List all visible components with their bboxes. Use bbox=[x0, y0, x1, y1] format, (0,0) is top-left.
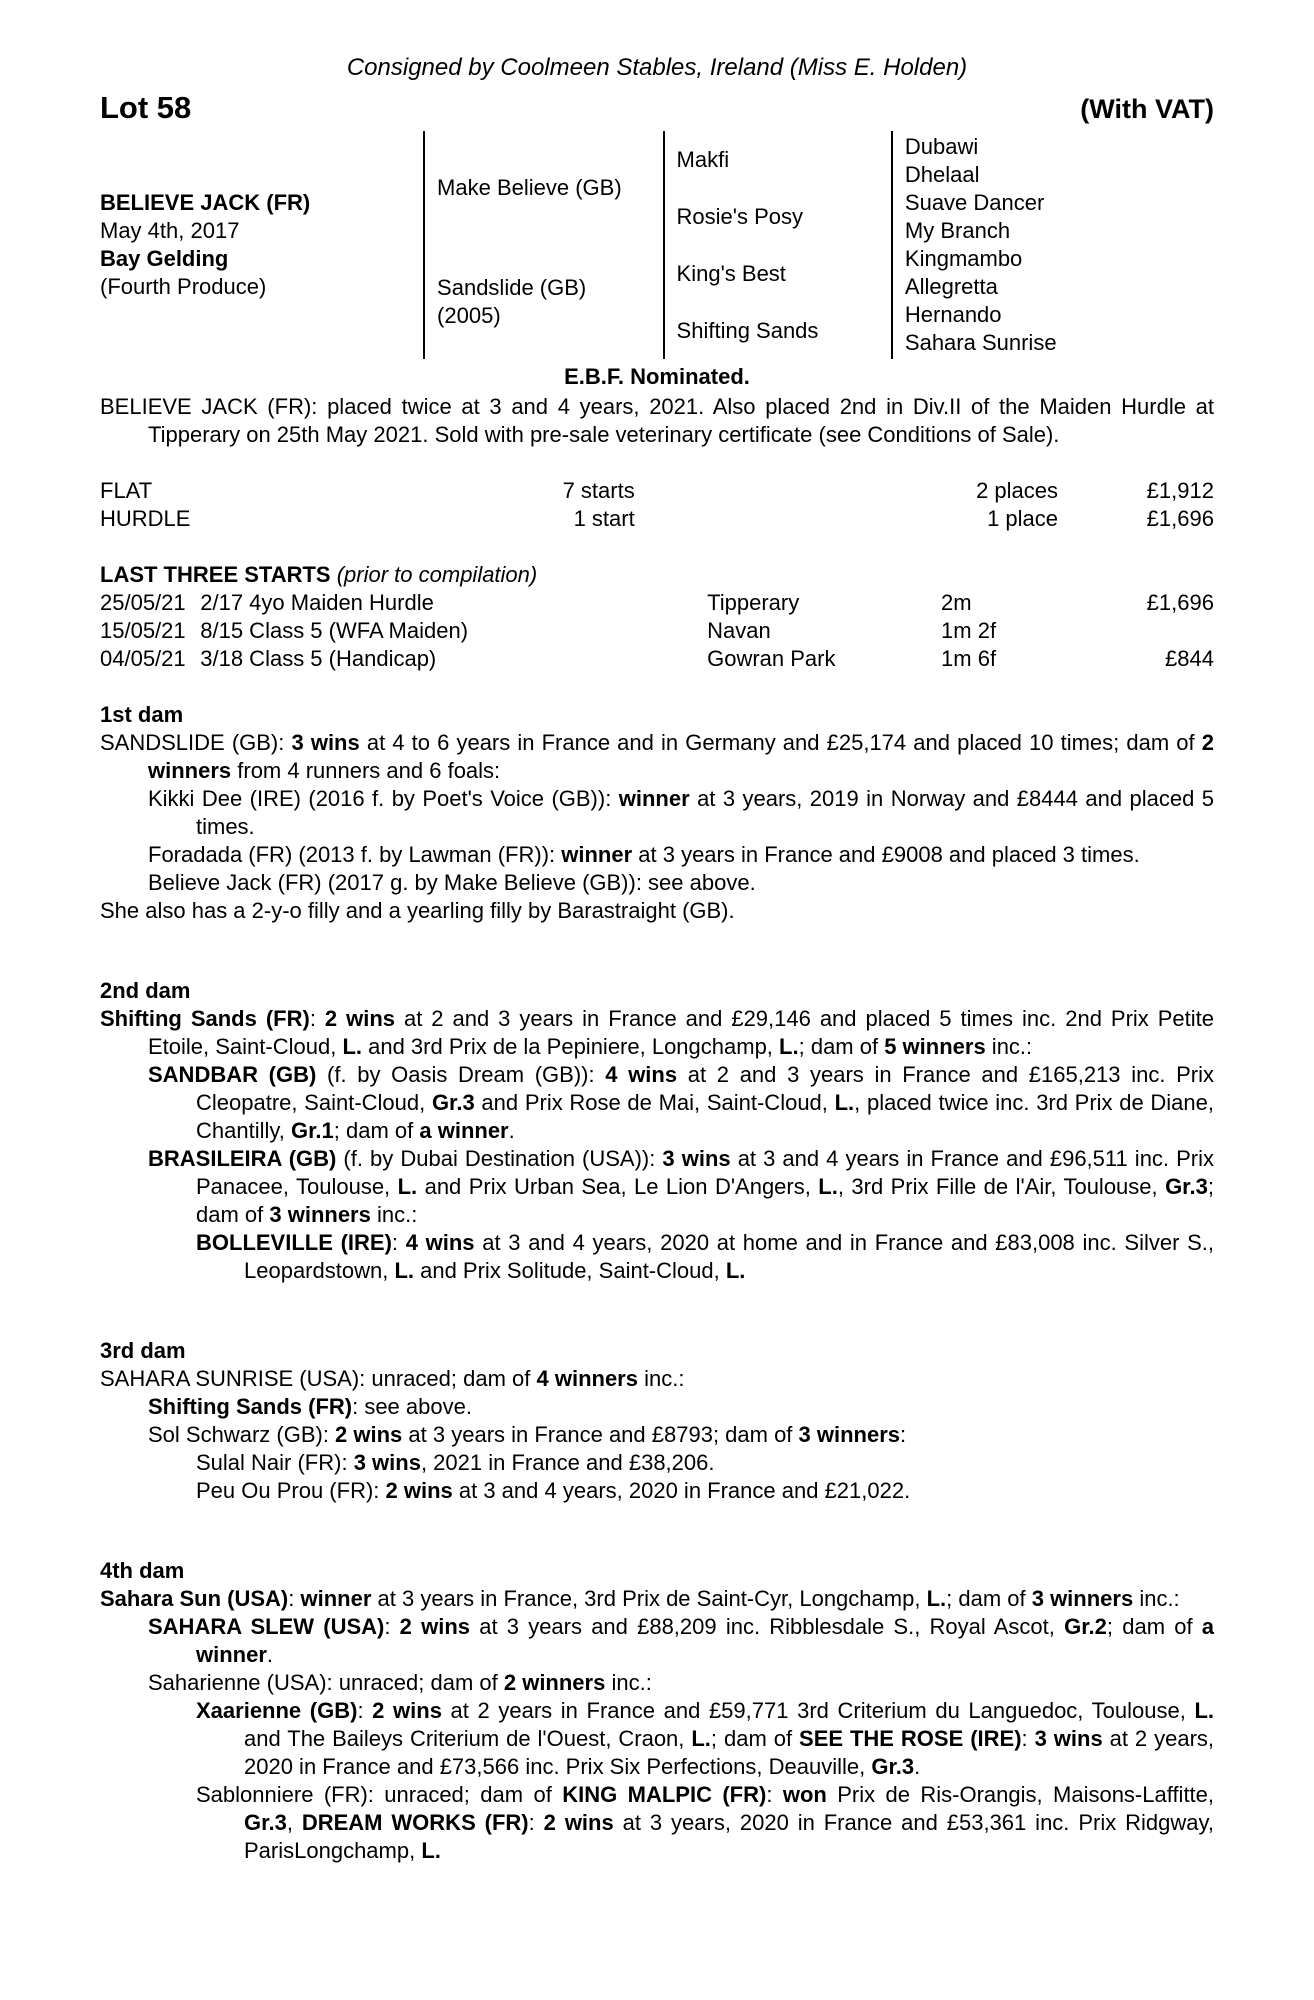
pedigree-paragraph: Peu Ou Prou (FR): 2 wins at 3 and 4 years, 2020 in France and £21,022. bbox=[196, 1478, 911, 1503]
record-starts: 7 starts bbox=[562, 478, 635, 503]
grandparent-name: King's Best bbox=[676, 260, 786, 286]
section-1st-dam bbox=[100, 701, 1214, 925]
last-start-row bbox=[100, 617, 1214, 645]
record-money: £1,912 bbox=[1146, 478, 1214, 503]
record-places: 2 places bbox=[976, 478, 1059, 503]
grandparent-name: Rosie's Posy bbox=[676, 203, 804, 229]
record-type: HURDLE bbox=[100, 506, 191, 531]
grandparent-name: Makfi bbox=[676, 146, 730, 172]
last-three-starts-title: LAST THREE STARTS (prior to compilation) bbox=[100, 562, 538, 587]
start-date: 04/05/21 bbox=[100, 646, 186, 671]
record-starts: 1 start bbox=[573, 506, 635, 531]
record-money: £1,696 bbox=[1146, 506, 1214, 531]
start-distance: 1m 2f bbox=[941, 618, 997, 643]
horse-produce-note: (Fourth Produce) bbox=[100, 274, 267, 299]
race-record-row bbox=[100, 477, 1214, 505]
pedigree-paragraph: Sahara Sun (USA): winner at 3 years in France, 3rd Prix de Saint-Cyr, Longchamp, L.; dam of 3 winners inc.: bbox=[100, 1586, 1180, 1611]
pedigree-table bbox=[100, 131, 1214, 359]
start-race: 2/17 4yo Maiden Hurdle bbox=[200, 590, 434, 615]
last-three-starts-table bbox=[100, 561, 1214, 673]
race-record-table bbox=[100, 477, 1214, 533]
greatgrandparent-name: Allegretta bbox=[904, 274, 998, 299]
pedigree-paragraph: Sablonniere (FR): unraced; dam of KING MALPIC (FR): won Prix de Ris-Orangis, Maisons-Laffitte, Gr.3, DREAM WORKS (FR): 2 wins at 3 years, 2020 in France and £53,361 inc. Prix Ridgway, ParisLongchamp, L. bbox=[196, 1782, 1215, 1863]
greatgrandparent-name: Hernando bbox=[904, 302, 1002, 327]
lot-header bbox=[100, 90, 1214, 125]
pedigree-paragraph: SANDSLIDE (GB): 3 wins at 4 to 6 years in France and in Germany and £25,174 and placed 10 times; dam of 2 winners from 4 runners and 6 foals: bbox=[100, 730, 1215, 783]
pedigree-paragraph: Shifting Sands (FR): see above. bbox=[148, 1394, 472, 1419]
record-type: FLAT bbox=[100, 478, 153, 503]
horse-foaling-date: May 4th, 2017 bbox=[100, 218, 240, 243]
pedigree-paragraph: She also has a 2-y-o filly and a yearling filly by Barastraight (GB). bbox=[100, 898, 735, 923]
greatgrandparent-name: Kingmambo bbox=[904, 246, 1023, 271]
start-race: 8/15 Class 5 (WFA Maiden) bbox=[200, 618, 469, 643]
pedigree-paragraph: Saharienne (USA): unraced; dam of 2 winners inc.: bbox=[148, 1670, 652, 1695]
section-heading: 2nd dam bbox=[100, 978, 191, 1003]
horse-race-summary: BELIEVE JACK (FR): placed twice at 3 and 4 years, 2021. Also placed 2nd in Div.II of the Maiden Hurdle at Tipperary on 25th May 2021. Sold with pre-sale veterinary certificate (see Conditions of Sale). bbox=[100, 394, 1214, 447]
pedigree-greatgrandparents-column bbox=[891, 131, 1214, 359]
start-money: £844 bbox=[1165, 646, 1214, 671]
pedigree-horse-cell bbox=[100, 131, 423, 359]
pedigree-paragraph: Believe Jack (FR) (2017 g. by Make Believe (GB)): see above. bbox=[148, 870, 756, 895]
pedigree-parents-column bbox=[423, 131, 663, 359]
pedigree-paragraph: Xaarienne (GB): 2 wins at 2 years in France and £59,771 3rd Criterium du Languedoc, Toulouse, L. and The Baileys Criterium de l'Ouest, Craon, L.; dam of SEE THE ROSE (IRE): 3 wins at 2 years, 2020 in France and £73,566 inc. Prix Six Perfections, Deauville, Gr.3. bbox=[196, 1698, 1215, 1779]
start-distance: 2m bbox=[941, 590, 972, 615]
start-money: £1,696 bbox=[1146, 590, 1214, 615]
pedigree-paragraph: BRASILEIRA (GB) (f. by Dubai Destination (USA)): 3 wins at 3 and 4 years in France and £96,511 inc. Prix Panacee, Toulouse, L. and Prix Urban Sea, Le Lion D'Angers, L., 3rd Prix Fille de l'Air, Toulouse, Gr.3; dam of 3 winners inc.: bbox=[148, 1146, 1214, 1227]
record-places: 1 place bbox=[987, 506, 1059, 531]
greatgrandparent-name: Dubawi bbox=[904, 134, 979, 159]
horse-name: BELIEVE JACK (FR) bbox=[100, 190, 311, 215]
start-course: Gowran Park bbox=[707, 646, 836, 671]
section-heading: 1st dam bbox=[100, 702, 184, 727]
last-start-row bbox=[100, 589, 1214, 617]
pedigree-paragraph: Shifting Sands (FR): 2 wins at 2 and 3 years in France and £29,146 and placed 5 times inc. 2nd Prix Petite Etoile, Saint-Cloud, L. and 3rd Prix de la Pepiniere, Longchamp, L.; dam of 5 winners inc.: bbox=[100, 1006, 1215, 1059]
greatgrandparent-name: My Branch bbox=[904, 218, 1011, 243]
section-2nd-dam bbox=[100, 977, 1214, 1285]
lot-number: Lot 58 bbox=[100, 90, 192, 125]
greatgrandparent-name: Suave Dancer bbox=[904, 190, 1045, 215]
last-start-row bbox=[100, 645, 1214, 673]
pedigree-paragraph: Foradada (FR) (2013 f. by Lawman (FR)): winner at 3 years in France and £9008 and placed 3 times. bbox=[148, 842, 1140, 867]
race-record-row bbox=[100, 505, 1214, 533]
greatgrandparent-name: Sahara Sunrise bbox=[904, 330, 1057, 355]
horse-colour-sex: Bay Gelding bbox=[100, 246, 229, 271]
dam-year: (2005) bbox=[437, 303, 501, 328]
start-date: 25/05/21 bbox=[100, 590, 186, 615]
start-date: 15/05/21 bbox=[100, 618, 186, 643]
pedigree-paragraph: SAHARA SLEW (USA): 2 wins at 3 years and £88,209 inc. Ribblesdale S., Royal Ascot, Gr.2; dam of a winner. bbox=[148, 1614, 1215, 1667]
pedigree-grandparents-column bbox=[663, 131, 891, 359]
consignor-line: Consigned by Coolmeen Stables, Ireland (Miss E. Holden) bbox=[346, 54, 968, 81]
section-heading: 4th dam bbox=[100, 1558, 185, 1583]
sire-name: Make Believe (GB) bbox=[437, 175, 622, 200]
pedigree-paragraph: SANDBAR (GB) (f. by Oasis Dream (GB)): 4 wins at 2 and 3 years in France and £165,213 inc. Prix Cleopatre, Saint-Cloud, Gr.3 and Prix Rose de Mai, Saint-Cloud, L., placed twice inc. 3rd Prix de Diane, Chantilly, Gr.1; dam of a winner. bbox=[148, 1062, 1214, 1143]
start-course: Tipperary bbox=[707, 590, 800, 615]
start-race: 3/18 Class 5 (Handicap) bbox=[200, 646, 437, 671]
section-3rd-dam bbox=[100, 1337, 1214, 1505]
section-4th-dam bbox=[100, 1557, 1214, 1865]
pedigree-paragraph: Sulal Nair (FR): 3 wins, 2021 in France and £38,206. bbox=[196, 1450, 715, 1475]
greatgrandparent-name: Dhelaal bbox=[904, 162, 980, 187]
pedigree-paragraph: Kikki Dee (IRE) (2016 f. by Poet's Voice (GB)): winner at 3 years, 2019 in Norway and £8444 and placed 5 times. bbox=[148, 786, 1214, 839]
section-heading: 3rd dam bbox=[100, 1338, 186, 1363]
ebf-nominated-note: E.B.F. Nominated. bbox=[564, 364, 750, 389]
vat-note: (With VAT) bbox=[1080, 94, 1214, 124]
start-money bbox=[1064, 617, 1214, 645]
start-distance: 1m 6f bbox=[941, 646, 997, 671]
start-course: Navan bbox=[707, 618, 771, 643]
pedigree-paragraph: BOLLEVILLE (IRE): 4 wins at 3 and 4 years, 2020 at home and in France and £83,008 inc. Silver S., Leopardstown, L. and Prix Solitude, Saint-Cloud, L. bbox=[196, 1230, 1214, 1283]
pedigree-paragraph: SAHARA SUNRISE (USA): unraced; dam of 4 winners inc.: bbox=[100, 1366, 685, 1391]
pedigree-paragraph: Sol Schwarz (GB): 2 wins at 3 years in France and £8793; dam of 3 winners: bbox=[148, 1422, 907, 1447]
grandparent-name: Shifting Sands bbox=[676, 317, 819, 343]
dam-name: Sandslide (GB) (2005) bbox=[425, 245, 663, 359]
